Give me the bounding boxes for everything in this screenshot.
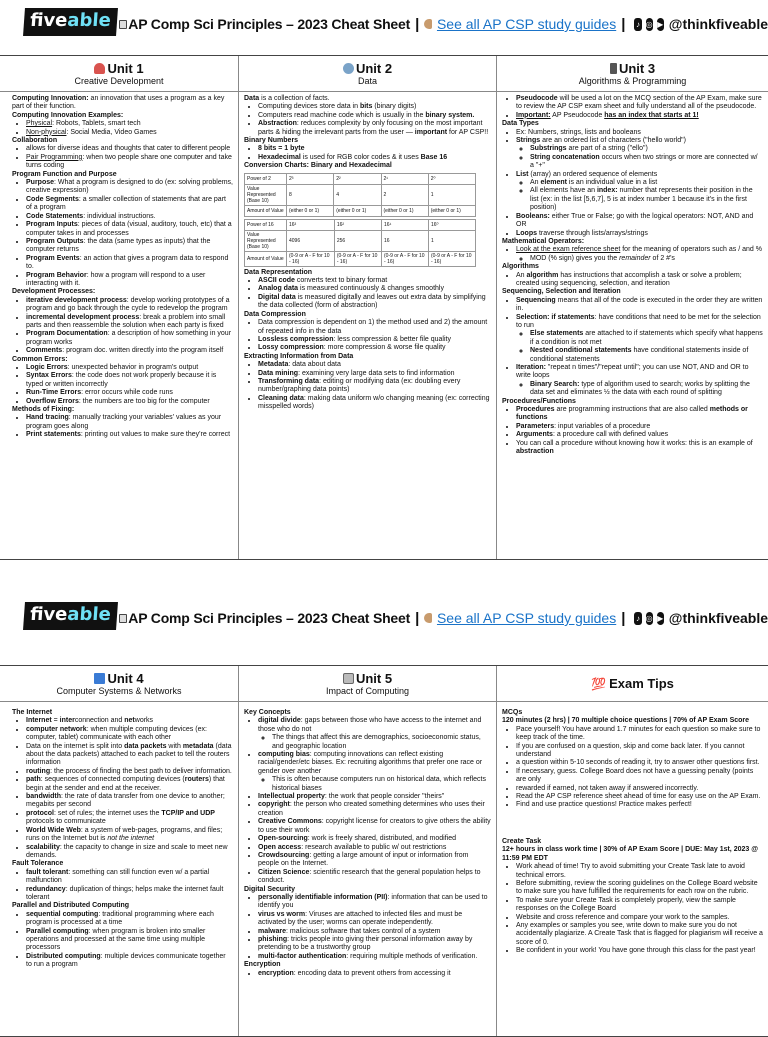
units-grid-top — [0, 55, 768, 560]
unit-3-column — [497, 56, 768, 559]
binary-conversion-table: Power of 2 2³ 2² 2¹ 2⁰ Value Represented (Base 10) 8 4 2 1 Amount of Value (either 0 or 1) (either 0 or 1) (either 0 or 1) (either 0 or 1) — [244, 173, 476, 217]
unit-4-column — [0, 666, 239, 1036]
units-grid-bottom — [0, 665, 768, 1037]
header-separator: | — [415, 15, 420, 33]
unit-5-content: Key Concepts • digital divide: gaps between those who have access to the internet and those who do not ◦ The things that affect this are demographics, socioeconomic status, and geographic location • computing bias: computing innovations can reflect existing racial/gender/etc biases. Ex: recruiting algorithms that prefer one race or gender over another ◦ This is often because computers run on historical data, which reflects historical biases • Intellectual property: the work that people consider "theirs" • copyright: the person who created something determines who uses their creation • Creative Commons: copyright license for creators to give others the ability to use their work • Open-sourcing: work is freely shared, distributed, and modified • Open access: research available to public w/ out restrictions • Crowdsourcing: getting a large amount of input or information from people on the Internet. • Citizen Science: scientific research that the general population helps to conduct. Digital Security • personally identifiable information (PII): information that can be used to identify you • virus vs worm: Viruses are attached to infected files and must be activated by the user; worms can operate independently. • malware: malicious software that takes control of a system • phishing: tricks people into giving their personal information away by pretending to be a trustworthy group • multi-factor authentication: requiring multiple methods of verification. Encryption • encryption: encoding data to prevent others from accessing it — [239, 702, 496, 978]
unit-1-content: Computing Innovation: an innovation that uses a program as a key part of their function. Computing Innovation Examples: • Physical: Robots, Tablets, smart tech • Non-physical: Social Media, Video Games Collaboration • allows for diverse ideas and thoughts that cater to different people • Pair Programming: when two people share one computer and take turns coding Program Function and Purpose • Purpose: What a program is designed to do (ex: solving problems, creative expression) • Code Segments: a smaller collection of statements that are part of a program • Code Statements: individual instructions. • Program Inputs: pieces of data (visual, auditory, touch, etc) that a computer takes in and processes • Program Outputs: the data (same types as inputs) that the computer returns • Program Events: an action that gives a program data to respond to. • Program Behavior: how a program will respond to a user interacting with it. Development Processes: • iterative development process: develop working prototypes of a program and go back through the cycle to redevelop the program • incremental development process: break a problem into small parts and then reassemble the solution when each party is fixed • Program Documentation: a description of how something in your program works • Comments: program doc. written directly into the program itself Common Errors: • Logic Errors: unexpected behavior in program's output • Syntax Errors: the code does not work properly because it is typed or written incorrectly • Run-Time Errors: error occurs while code runs • Overflow Errors: the numbers are too big for the computer Methods of Fixing: • Hand tracing: manually tracking your variables' values as your program goes along • Print statements: printing out values to make sure they're correct — [0, 92, 238, 440]
unit-4-title: Unit 4 — [107, 671, 144, 686]
unit-2-header — [239, 56, 496, 92]
fiveable-logo[interactable]: fiveable — [23, 8, 118, 36]
hex-conversion-table: Power of 16 16³ 16² 16¹ 16⁰ Value Represented (Base 10) 4096 256 16 1 Amount of Value (0-9 or A - F for 10 - 16) (0-9 or A - F for 10 - 16) (0-9 or A - F for 10 - 16) (0-9 or A - F for 10 - 16) — [244, 219, 476, 267]
unit-1-title: Unit 1 — [107, 61, 144, 76]
header-top — [0, 0, 768, 48]
unit-1-column — [0, 56, 239, 559]
unit-3-subtitle: Algorithms & Programming — [578, 76, 687, 86]
exam-tips-header — [497, 666, 768, 702]
laptop-icon — [343, 673, 354, 684]
phone-icon — [610, 63, 617, 74]
exam-tips-column — [497, 666, 768, 1036]
social-handle: @thinkfiveable — [668, 16, 768, 32]
study-guides-link[interactable]: See all AP CSP study guides — [436, 610, 617, 626]
unit-3-header — [497, 56, 768, 92]
unit-2-column — [239, 56, 497, 559]
unit-4-header — [0, 666, 238, 702]
gear-icon — [343, 63, 354, 74]
instagram-icon[interactable]: ◎ — [645, 613, 653, 623]
unit-5-column — [239, 666, 497, 1036]
unit-2-subtitle: Data — [357, 76, 377, 86]
youtube-icon[interactable]: ▶ — [657, 613, 664, 623]
header-separator: | — [415, 609, 420, 627]
unit-5-header — [239, 666, 496, 702]
unit-1-header — [0, 56, 238, 92]
unit-5-subtitle: Impact of Computing — [325, 686, 410, 696]
study-guides-link[interactable]: See all AP CSP study guides — [436, 16, 617, 32]
instagram-icon[interactable]: ◎ — [645, 19, 653, 29]
exam-tips-title: Exam Tips — [609, 676, 674, 691]
tiktok-icon[interactable]: ♪ — [635, 613, 640, 623]
header-separator: | — [621, 15, 626, 33]
unit-3-title: Unit 3 — [618, 61, 656, 76]
unit-5-title: Unit 5 — [355, 671, 393, 686]
unit-2-title: Unit 2 — [355, 61, 393, 76]
page-title: AP Comp Sci Principles – 2023 Cheat Sheet — [128, 16, 411, 32]
unit-2-content: Data is a collection of facts. • Computing devices store data in bits (binary digits) • Computers read machine code which is usually in the binary system. • Abstraction: reduces complexity by only focusing on the most important parts & hiding the irrelevant parts from the user — important for AP CSP!! Binary Numbers • 8 bits = 1 byte • Hexadecimal is used for RGB color codes & it uses Base 16 Conversion Charts: Binary and Hexadecimal Power of 2 2³ 2² 2¹ 2⁰ Value Represented (Base 10) 8 4 2 1 Amount of Value (either 0 or 1) (either 0 or 1) (either 0 or 1) (either 0 or 1) Power of 16 16³ 16² 16¹ 16⁰ Value Represented (Base 10) 4096 256 16 1 Amount of Value (0-9 or A - F for 10 - 16) (0-9 or A - F for 10 - 16) (0-9 or A - F for 10 - 16) (0-9 or A - F for 10 - 16) Data Representation • ASCII code converts text to binary format • Analog data is measured continuously & changes smoothly • Digital data is measured digitally and leaves out extra data by simplifying the data collected (form of abstraction) Data Compression • Data compression is dependent on 1) the method used and 2) the amount of repeated info in the data • Lossless compression: less compression & better file quality • Lossy compression: more compression & worse file quality Extracting Information from Data • Metadata: data about data • Data mining: examining very large data sets to find information • Transforming data: editing or modifying data (ex: doubling every number/graphing data points) • Cleaning data: making data uniform w/o changing meaning (ex: correcting misspelled words) — [239, 92, 496, 412]
laptop-icon — [119, 614, 128, 623]
unit-4-subtitle: Computer Systems & Networks — [56, 686, 182, 696]
header-separator: | — [621, 609, 626, 627]
unit-1-subtitle: Creative Development — [74, 76, 164, 86]
exam-tips-content: MCQs 120 minutes (2 hrs) | 70 multiple choice questions | 70% of AP Exam Score • Pace yourself! You have around 1.7 minutes for each question so make sure to keep track of the time. • If you are confused on a question, skip and come back later. If you cannot understand • a question within 5-10 seconds of reading it, try to answer other questions first. • If necessary, guess. College Board does not have a guessing penalty (points are only • rewarded if earned, not taken away if answered incorrectly. • Read the AP CSP reference sheet ahead of time for easy use on the AP Exam. • Find and use practice questions! Practice makes perfect! Create Task 12+ hours in class work time | 30% of AP Exam Score | DUE: May 1st, 2023 @ 11:59 PM EDT • Work ahead of time! Try to avoid submitting your Create Task late to avoid technical errors. • Before submitting, review the scoring guidelines on the College Board website to make sure you have fulfilled the requirements for each row on the rubric. • To make sure your Create Task is completely properly, view the sample responses on the College Board • Website and cross reference and compare your work to the samples. • Any examples or samples you see, write down to make sure you do not accidentally plagiarize. A Create Task that is flagged for plagiarism will receive a score of 0. • Be confident in your work! You have gone through this class for the past year! — [497, 702, 768, 956]
tiktok-icon[interactable]: ♪ — [635, 19, 640, 29]
laptop-icon — [119, 20, 128, 29]
page-title: AP Comp Sci Principles – 2023 Cheat Sheet — [128, 610, 411, 626]
social-handle: @thinkfiveable — [668, 610, 768, 626]
unit-4-content: The Internet • Internet = interconnection and networks • computer network: when multiple computing devices (ex: computer, tablet) communicate with each other • Data on the internet is split into data packets with metadata (data about the data packets) attached to each packet to tell the routers information • routing: the process of finding the best path to deliver information. • path: sequences of connected computing devices (routers) that begin at the sender and end at the receiver. • bandwidth: the rate of data transfer from one device to another; megabits per second • protocol: set of rules; the internet uses the TCP/IP and UDP protocols to communicate • World Wide Web: a system of web-pages, programs, and files; runs on the Internet but is not the internet • scalability: the capacity to change in size and scale to meet new demands. Fault Tolerance • fault tolerant: something can still function even w/ a partial malfunction • redundancy: duplication of things; helps make the internet fault tolerant Parallel and Distributed Computing • sequential computing: traditional programming where each program is processed at a time • Parallel computing: when program is broken into smaller operations and processed at the same time using multiple processors • Distributed computing: multiple devices communicate together to run a program — [0, 702, 238, 970]
fiveable-logo[interactable]: fiveable — [23, 602, 118, 630]
pointing-hand-icon — [424, 613, 432, 623]
youtube-icon[interactable]: ▶ — [657, 19, 664, 29]
pointing-hand-icon — [424, 19, 432, 29]
header-bottom — [0, 594, 768, 642]
joystick-icon — [94, 63, 105, 74]
monitor-icon — [94, 673, 105, 684]
hundred-points-icon: 💯 — [591, 677, 607, 691]
unit-3-content: • Pseudocode will be used a lot on the MCQ section of the AP Exam, make sure to review the AP CSP exam sheet and fully understand all of the pseudocode. • Important: AP Pseudocode has an index that starts at 1! Data Types • Ex: Numbers, strings, lists and booleans • Strings are an ordered list of characters ("hello world") ◦ Substrings are part of a string ("ello") ◦ String concatenation occurs when two strings or more are connected w/ a "+" • List (array) an ordered sequence of elements ◦ An element is an individual value in a list ◦ All elements have an index: number that represents their position in the list (ex: in the list [5,6,7], 5 is at index number 1 because it's in the first position) • Booleans: either True or False; go with the logical operators: NOT, AND and OR • Loops traverse through lists/arrays/strings Mathematical Operators: • Look at the exam reference sheet for the meaning of operators such as / and % ◦ MOD (% sign) gives you the remainder of 2 #'s Algorithms • An algorithm has instructions that accomplish a task or solve a problem; created using sequencing, selection, and iteration Sequencing, Selection and Iteration • Sequencing means that all of the code is executed in the order they are written in. • Selection: if statements: have conditions that need to be met for the selection to run ◦ Else statements are attached to if statements which specify what happens if a condition is not met ◦ Nested conditional statements have conditional statements inside of conditional statements • Iteration: "repeat n times"/"repeat until"; you can use NOT, AND and OR to write loops ◦ Binary Search: type of algorithm used to search; works by splitting the data set and eliminates ½ the data with each round of splitting Procedures/Functions • Procedures are programming instructions that are also called methods or functions • Parameters: input variables of a procedure • Arguments: a procedure call with defined values • You can call a procedure without knowing how it works: this is an example of abstraction — [497, 92, 768, 456]
